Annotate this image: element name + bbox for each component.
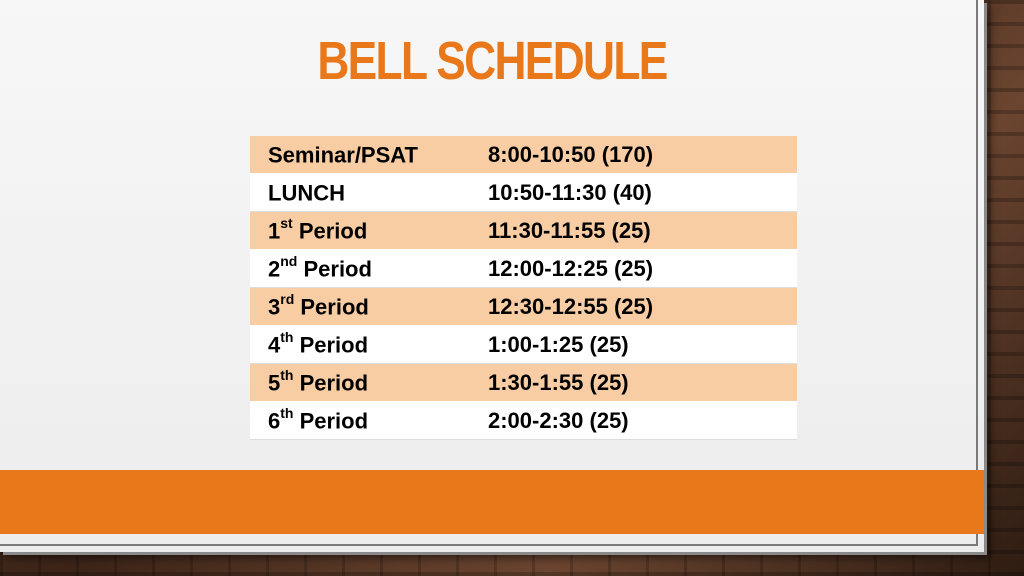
- period-number: 3: [268, 294, 281, 320]
- period-time-cell: 1:30-1:55 (25): [470, 364, 797, 402]
- schedule-row: [250, 402, 797, 440]
- period-name-cell: [250, 250, 470, 288]
- schedule-row: [250, 250, 797, 288]
- period-time-cell: 12:30-12:55 (25): [470, 288, 797, 326]
- period-label: Period: [293, 408, 369, 434]
- slide-title: BELL SCHEDULE: [317, 31, 667, 91]
- period-name-cell: [250, 364, 470, 402]
- period-ordinal-suffix: rd: [280, 290, 295, 307]
- period-number: 4: [268, 332, 281, 358]
- orange-footer-bar: [0, 470, 984, 534]
- period-time-cell: 1:00-1:25 (25): [470, 326, 797, 364]
- period-number: 6: [268, 408, 281, 434]
- period-time-cell: 8:00-10:50 (170): [470, 136, 797, 174]
- bell-schedule-table: [250, 136, 797, 440]
- period-time-cell: 11:30-11:55 (25): [470, 212, 797, 250]
- schedule-row: [250, 288, 797, 326]
- period-name-cell: [250, 136, 470, 174]
- period-number: 1: [268, 218, 281, 244]
- schedule-row: [250, 136, 797, 174]
- period-name-cell: [250, 174, 470, 212]
- schedule-row: [250, 174, 797, 212]
- period-label: LUNCH: [268, 180, 345, 206]
- schedule-row: [250, 326, 797, 364]
- period-name-cell: [250, 326, 470, 364]
- period-number: 2: [268, 256, 281, 282]
- schedule-row: [250, 212, 797, 250]
- period-time-cell: 10:50-11:30 (40): [470, 174, 797, 212]
- period-name-cell: [250, 402, 470, 440]
- period-time-cell: 2:00-2:30 (25): [470, 402, 797, 440]
- period-label: Seminar/PSAT: [268, 142, 418, 168]
- schedule-row: [250, 364, 797, 402]
- period-time-cell: 12:00-12:25 (25): [470, 250, 797, 288]
- period-ordinal-suffix: nd: [280, 252, 298, 269]
- period-ordinal-suffix: th: [280, 328, 294, 345]
- period-name-cell: [250, 212, 470, 250]
- period-label: Period: [293, 370, 369, 396]
- period-label: Period: [294, 294, 369, 320]
- period-name-cell: [250, 288, 470, 326]
- period-label: Period: [297, 256, 372, 282]
- period-label: Period: [293, 332, 369, 358]
- period-ordinal-suffix: st: [280, 214, 293, 231]
- period-ordinal-suffix: th: [280, 404, 294, 421]
- period-ordinal-suffix: th: [280, 366, 294, 383]
- period-label: Period: [292, 218, 368, 244]
- period-number: 5: [268, 370, 281, 396]
